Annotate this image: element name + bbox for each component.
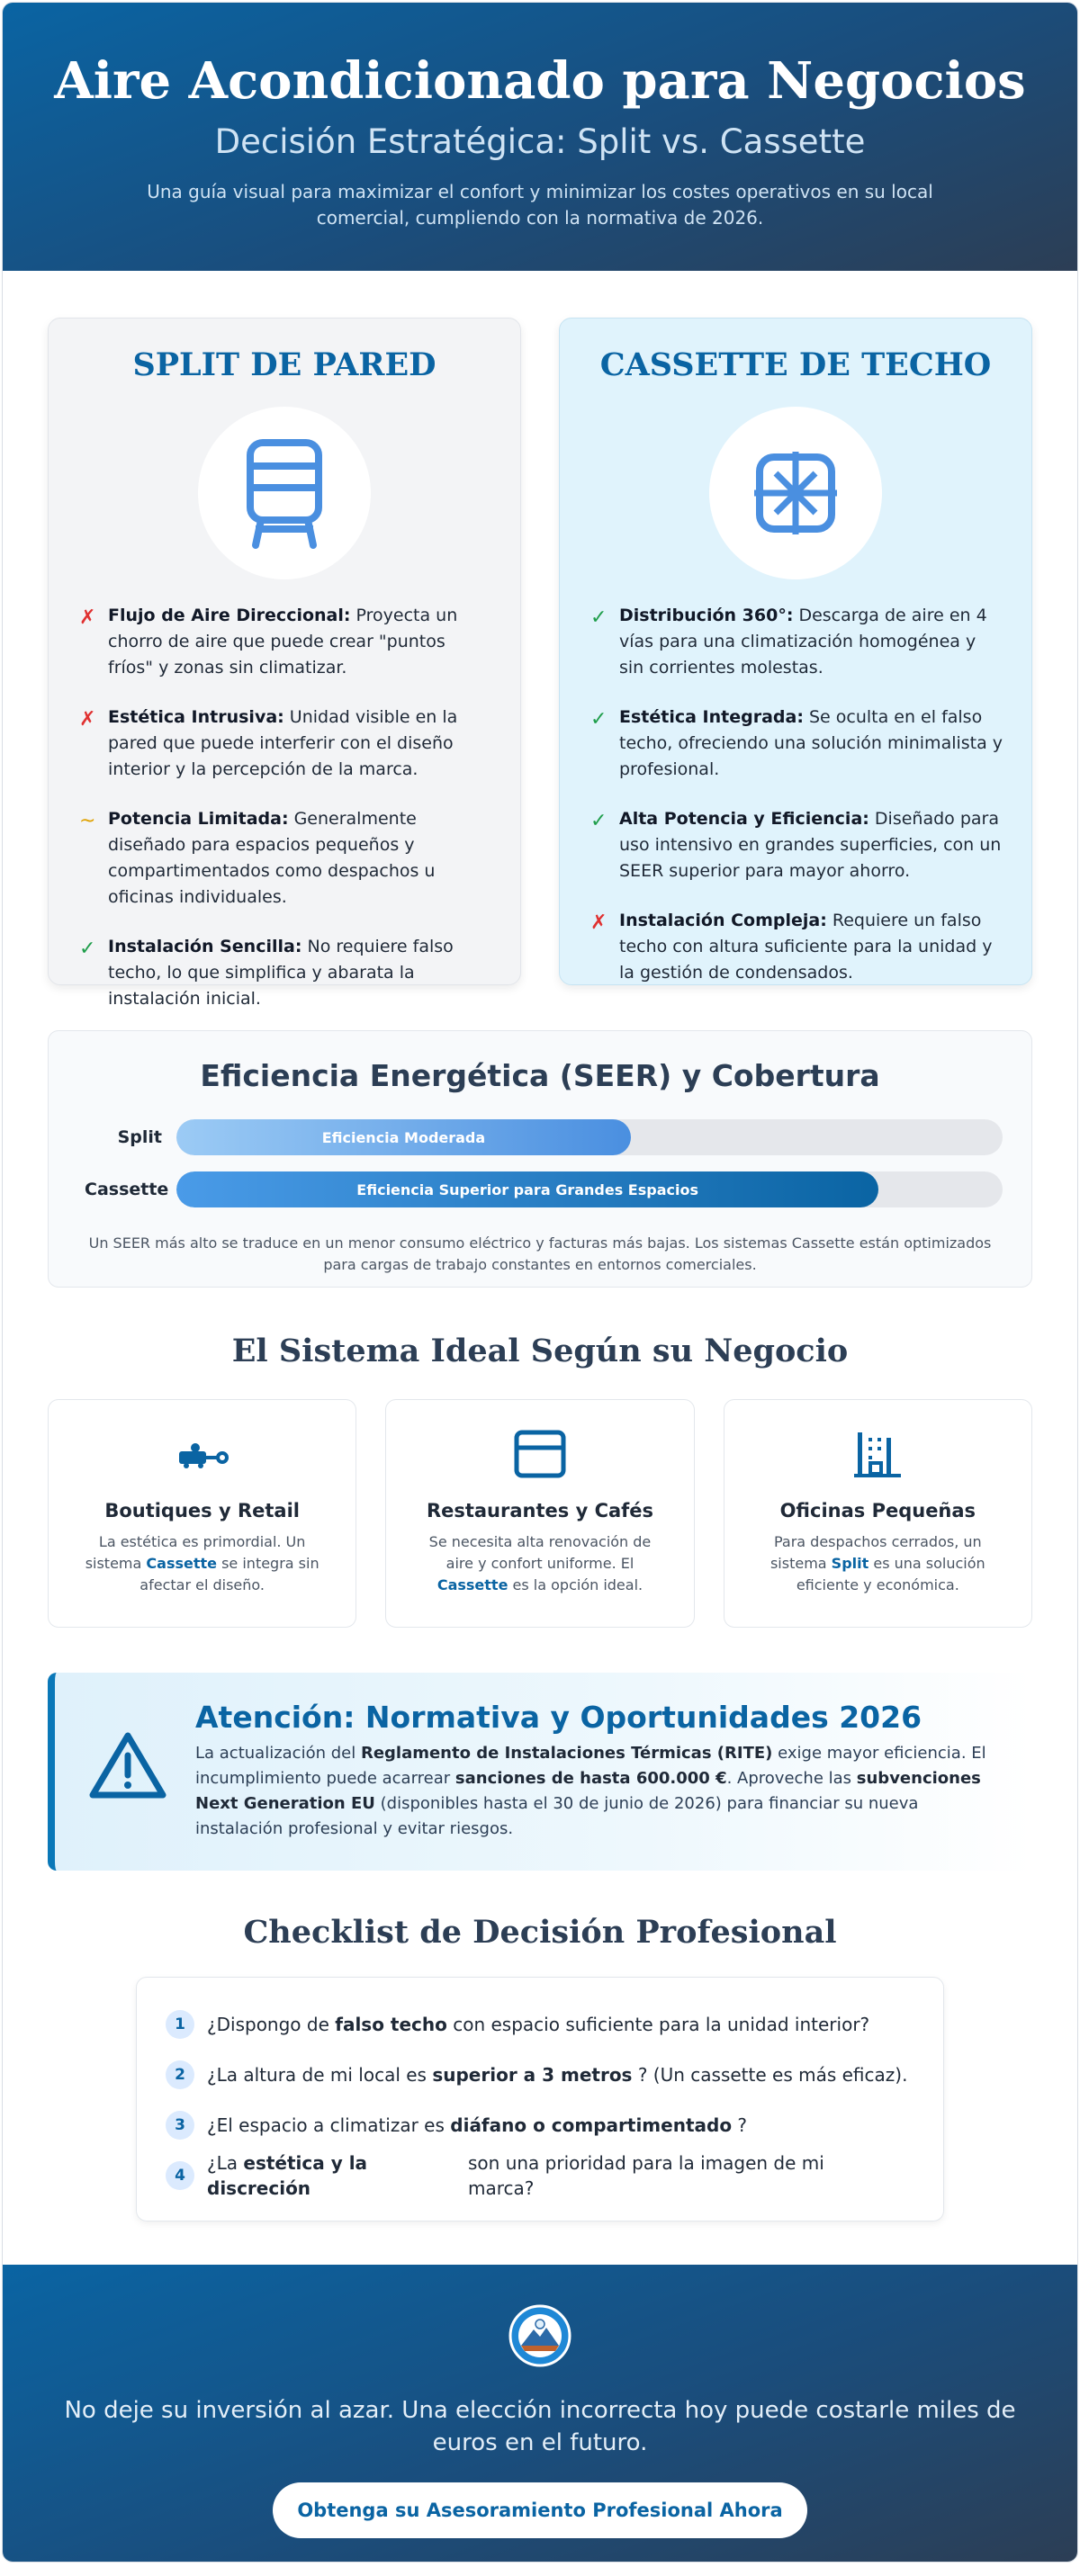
hero-header xyxy=(3,3,1077,271)
comparison-section xyxy=(3,271,1077,1009)
mountain-logo-icon xyxy=(508,2304,572,2367)
get-advice-button[interactable]: Obtenga su Asesoramiento Profesional Ahora xyxy=(273,2482,807,2538)
cassette-title: CASSETTE DE TECHO xyxy=(599,346,992,383)
feature-text xyxy=(108,603,493,681)
cassette-feature xyxy=(587,705,1004,783)
check-icon: ✓ xyxy=(79,938,96,960)
split-feature-list xyxy=(76,603,493,1012)
cassette-icon-circle xyxy=(709,407,882,579)
business-card-boutique xyxy=(48,1399,356,1628)
feature-text xyxy=(619,603,1004,681)
checklist-text: ¿Dispongo de falso techo con espacio suficiente para la unidad interior? xyxy=(207,2014,870,2035)
checklist-text-continued: son una prioridad para la imagen de mi marca? xyxy=(468,2152,824,2199)
split-efficiency-row xyxy=(49,1119,1031,1155)
feature-text xyxy=(108,705,493,783)
snowflake-cassette-icon xyxy=(752,450,839,536)
company-logo xyxy=(508,2304,572,2367)
page-intro: Una guía visual para maximizar el confort y minimizar los costes operativos en su local comercial, cumpliendo con la normativa de 2026. xyxy=(147,181,933,229)
split-feature xyxy=(76,806,493,911)
split-feature xyxy=(76,603,493,681)
feature-description: No requiere falso techo, lo que simplifica y abarata la instalación inicial. xyxy=(108,937,454,1009)
bar-track xyxy=(176,1119,1003,1155)
business-card-title: Oficinas Pequeñas xyxy=(779,1500,976,1521)
split-title: SPLIT DE PARED xyxy=(132,346,436,383)
warning-icon xyxy=(87,1730,168,1802)
bar-label: Cassette xyxy=(85,1180,169,1199)
wall-unit-icon xyxy=(241,435,328,551)
feature-label: Potencia Limitada: xyxy=(108,809,289,829)
efficiency-note: Un SEER más alto se traduce en un menor consumo eléctrico y facturas más bajas. Los sistemas Cassette están optimizados para cargas de trabajo constantes en entornos comerciales. xyxy=(88,1234,992,1273)
check-icon: ✓ xyxy=(590,708,608,731)
efficiency-title: Eficiencia Energética (SEER) y Cobertura xyxy=(200,1058,880,1093)
page-subtitle: Decisión Estratégica: Split vs. Cassette xyxy=(214,122,866,161)
checklist-item xyxy=(166,2150,914,2201)
notice-text: La actualización del Reglamento de Instalaciones Térmicas (RITE) exige mayor eficiencia. El incumplimiento puede acarrear sanciones de hasta 600.000 €. Aproveche las subvenciones Next Generation EU (disponibles hasta el 30 de junio de 2026) para financiar su nueva instalación profesional y evitar riesgos. xyxy=(195,1744,986,1838)
business-card-text: La estética es primordial. Un sistema Cassette se integra sin afectar el diseño. xyxy=(85,1533,320,1593)
split-feature xyxy=(76,705,493,783)
checklist-item xyxy=(166,2100,914,2150)
business-card-text: Para despachos cerrados, un sistema Split es una solución eficiente y económica. xyxy=(770,1533,986,1593)
checklist-item xyxy=(166,1999,914,2050)
split-efficiency-bar: Eficiencia Moderada xyxy=(176,1119,631,1155)
footer-cta-section xyxy=(3,2265,1077,2562)
feature-text xyxy=(619,705,1004,783)
bar-label: Split xyxy=(117,1127,162,1147)
checklist-item xyxy=(166,2050,914,2100)
cassette-efficiency-row xyxy=(49,1171,1031,1207)
decision-checklist xyxy=(136,1977,944,2221)
cross-icon: ✗ xyxy=(79,606,96,629)
efficiency-section xyxy=(48,1030,1032,1288)
cassette-feature-list xyxy=(587,603,1004,986)
business-card-title: Boutiques y Retail xyxy=(104,1500,300,1521)
checklist-number: 4 xyxy=(166,2161,194,2190)
footer-message: No deje su inversión al azar. Una elección incorrecta hoy puede costarle miles de euros en el futuro. xyxy=(64,2397,1016,2456)
feature-description: Generalmente diseñado para espacios pequeños y compartimentados como despachos u oficinas individuales. xyxy=(108,809,436,907)
checklist-number: 2 xyxy=(166,2060,194,2089)
checklist-text: ¿La estética y la discreción xyxy=(207,2152,368,2199)
cassette-feature xyxy=(587,908,1004,986)
feature-text xyxy=(619,806,1004,884)
bar-track xyxy=(176,1171,1003,1207)
cassette-feature xyxy=(587,603,1004,681)
feature-label: Instalación Sencilla: xyxy=(108,937,302,956)
feature-text xyxy=(108,934,493,1012)
cassette-efficiency-bar: Eficiencia Superior para Grandes Espacios xyxy=(176,1171,878,1207)
notice-title: Atención: Normativa y Oportunidades 2026 xyxy=(195,1700,922,1735)
feature-label: Estética Intrusiva: xyxy=(108,707,284,727)
infographic-page xyxy=(2,2,1078,2563)
checklist-title: Checklist de Decisión Profesional xyxy=(243,1914,837,1951)
page-title: Aire Acondicionado para Negocios xyxy=(54,51,1026,111)
feature-text xyxy=(108,806,493,911)
regulation-notice xyxy=(48,1673,1032,1871)
cassette-card xyxy=(559,318,1032,985)
ideal-system-cards xyxy=(3,1374,1077,1628)
feature-text xyxy=(619,908,1004,986)
tilde-icon: ~ xyxy=(79,810,96,832)
feature-description: Se oculta en el falso techo, ofreciendo una solución minimalista y profesional. xyxy=(619,707,1004,779)
restaurant-icon xyxy=(514,1430,566,1478)
feature-label: Estética Integrada: xyxy=(619,707,804,727)
feature-description: Requiere un falso techo con altura suficiente para la unidad y la gestión de condensados. xyxy=(619,911,993,983)
boutique-icon xyxy=(176,1439,230,1469)
split-icon-circle xyxy=(198,407,371,579)
feature-label: Flujo de Aire Direccional: xyxy=(108,606,351,625)
cross-icon: ✗ xyxy=(590,911,608,934)
cross-icon: ✗ xyxy=(79,708,96,731)
business-card-office xyxy=(724,1399,1032,1628)
split-card xyxy=(48,318,521,1009)
business-card-title: Restaurantes y Cafés xyxy=(426,1500,654,1521)
checklist-number: 3 xyxy=(166,2111,194,2140)
check-icon: ✓ xyxy=(590,810,608,832)
split-feature xyxy=(76,934,493,1012)
cassette-feature xyxy=(587,806,1004,884)
business-card-restaurant xyxy=(385,1399,694,1628)
feature-label: Distribución 360°: xyxy=(619,606,794,625)
check-icon: ✓ xyxy=(590,606,608,629)
feature-description: Diseñado para uso intensivo en grandes superficies, con un SEER superior para mayor ahorro. xyxy=(619,809,1002,881)
feature-label: Alta Potencia y Eficiencia: xyxy=(619,809,869,829)
feature-description: Descarga de aire en 4 vías para una climatización homogénea y sin corrientes molestas. xyxy=(619,606,987,678)
business-card-text: Se necesita alta renovación de aire y confort uniforme. El Cassette es la opción ideal. xyxy=(428,1533,652,1593)
checklist-text: ¿La altura de mi local es superior a 3 metros ? (Un cassette es más eficaz). xyxy=(207,2064,908,2086)
feature-label: Instalación Compleja: xyxy=(619,911,827,930)
office-building-icon xyxy=(852,1429,903,1479)
feature-description: Unidad visible en la pared que puede interferir con el diseño interior y la percepción de la marca. xyxy=(108,707,458,779)
checklist-text: ¿El espacio a climatizar es diáfano o compartimentado ? xyxy=(207,2114,748,2136)
checklist-number: 1 xyxy=(166,2010,194,2039)
feature-description: Proyecta un chorro de aire que puede crear "puntos fríos" y zonas sin climatizar. xyxy=(108,606,458,678)
ideal-system-title: El Sistema Ideal Según su Negocio xyxy=(231,1333,849,1369)
